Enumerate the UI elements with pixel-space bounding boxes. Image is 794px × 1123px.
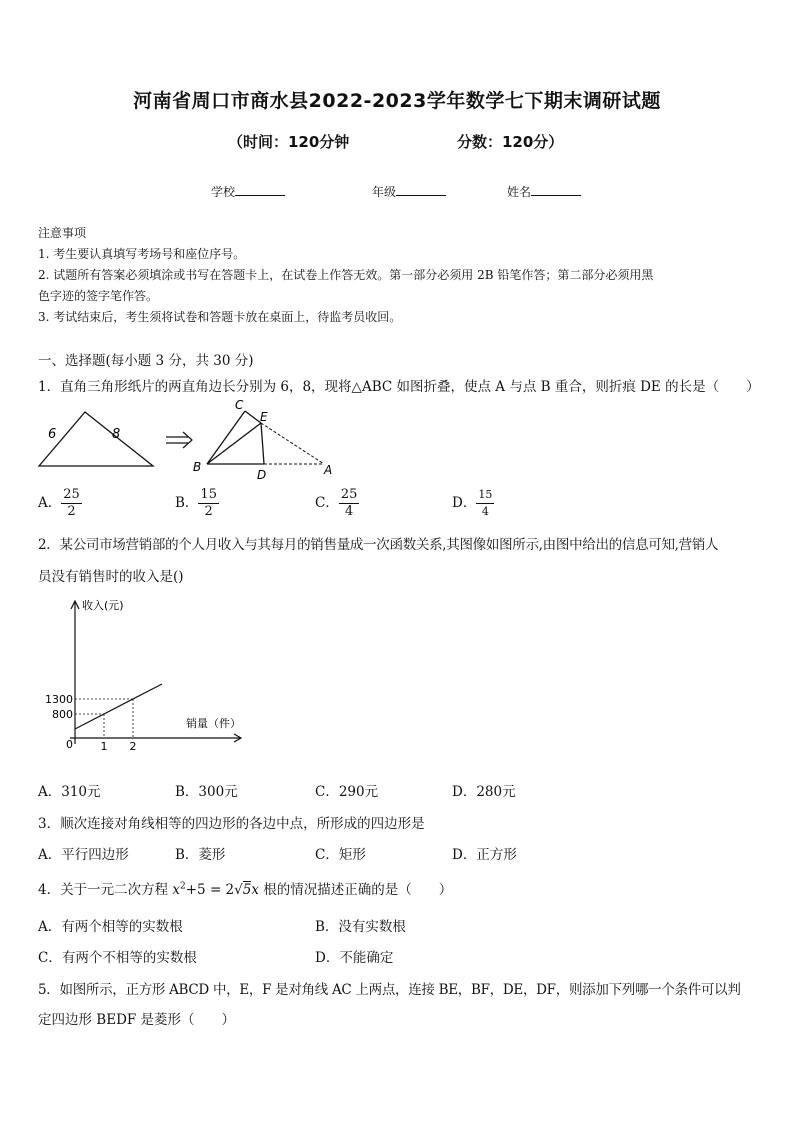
grade-field — [372, 183, 446, 200]
q1-option-b[interactable] — [175, 487, 219, 520]
q2-option-c[interactable]: C．290元 — [315, 784, 379, 800]
question-2-text: 2．某公司市场营销部的个人月收入与其每月的销售量成一次函数关系,其图像如图所示,由图中给出的信息可知,营销人 — [38, 537, 719, 553]
side-label-8: 8 — [112, 427, 121, 442]
notice-item: 1. 考生要认真填写考场号和座位序号。 — [38, 247, 246, 261]
q3-option-a[interactable]: A．平行四边形 — [38, 847, 129, 863]
school-field — [211, 183, 285, 200]
section-heading: 一、选择题(每小题 3 分，共 30 分) — [38, 353, 254, 369]
notice-item: 2. 试题所有答案必须填涂或书写在答题卡上，在试卷上作答无效。第一部分必须用 2B 铅笔作答；第二部分必须用黑 — [38, 268, 654, 282]
q1-option-a[interactable] — [38, 487, 82, 520]
series-line — [75, 684, 162, 729]
x-tick-label: 2 — [129, 740, 137, 752]
q4-option-c[interactable]: C．有两个不相等的实数根 — [38, 950, 197, 966]
option-label: A． — [38, 495, 62, 511]
name-field — [507, 183, 581, 200]
point-e: E — [260, 410, 268, 424]
x-tick-label: 1 — [100, 740, 108, 752]
y-tick-label: 1300 — [45, 693, 73, 706]
page-title: 河南省周口市商水县2022-2023学年数学七下期末调研试题 — [133, 90, 661, 112]
question-5-text: 5．如图所示，正方形 ABCD 中，E，F 是对角线 AC 上两点，连接 BE，BF，DE，DF，则添加下列哪一个条件可以判 — [38, 982, 741, 998]
point-a: A — [324, 463, 333, 477]
x-axis-label: 销量（件） — [186, 717, 241, 730]
name-label: 姓名 — [507, 185, 532, 199]
sqrt-icon: √ — [234, 882, 243, 898]
q1-option-d[interactable] — [452, 487, 494, 520]
q4-prefix: 4．关于一元二次方程 — [38, 882, 169, 898]
q2-option-a[interactable]: A．310元 — [38, 784, 101, 800]
fold-edge-be — [207, 423, 261, 464]
exam-score: 分数：120分） — [457, 133, 564, 151]
origin-label: 0 — [66, 738, 73, 751]
q3-option-d[interactable]: D．正方形 — [452, 847, 517, 863]
q4-option-b[interactable]: B．没有实数根 — [315, 919, 406, 935]
q1-option-c[interactable] — [315, 487, 359, 520]
q3-option-c[interactable]: C．矩形 — [315, 847, 366, 863]
q4-option-a[interactable]: A．有两个相等的实数根 — [38, 919, 183, 935]
option-label: C． — [315, 495, 339, 511]
point-d: D — [257, 468, 267, 482]
option-label: D． — [452, 495, 477, 511]
fraction: $\frac{15}{2}$ — [200, 487, 217, 519]
q4-option-d[interactable]: D．不能确定 — [315, 950, 394, 966]
fraction: $\frac{25}{4}$ — [340, 487, 358, 519]
question-1-text: 1．直角三角形纸片的两直角边长分别为 6，8，现将△ABC 如图折叠，使点 A 与点 B 重合，则折痕 DE 的长是（ ） — [38, 379, 760, 395]
y-axis-label: 收入(元) — [82, 599, 124, 612]
crease-de — [261, 423, 264, 464]
option-label: B． — [175, 495, 199, 511]
q4-suffix: 根的情况描述正确的是（ ） — [263, 882, 453, 898]
q3-option-b[interactable]: B．菱形 — [175, 847, 226, 863]
question-2-text-cont: 员没有销售时的收入是() — [38, 569, 184, 585]
arrow-right-icon — [166, 432, 192, 448]
side-label-6: 6 — [48, 427, 57, 442]
notice-item: 3. 考试结束后，考生须将试卷和答题卡放在桌面上，待监考员收回。 — [38, 310, 402, 324]
dashed-ea — [261, 423, 324, 464]
fold-edge-ce — [245, 411, 261, 423]
q2-option-d[interactable]: D．280元 — [452, 784, 516, 800]
point-c: C — [235, 398, 244, 412]
q2-option-b[interactable]: B．300元 — [175, 784, 238, 800]
question-5-text-cont: 定四边形 BEDF 是菱形（ ） — [38, 1012, 236, 1028]
q4-equation: $x^2+5 = 2√5x$ — [172, 881, 259, 898]
q1-figure — [30, 398, 350, 484]
grade-label: 年级 — [372, 185, 397, 199]
fraction: $\frac{15}{4}$ — [478, 488, 493, 518]
exam-time: （时间：120分钟 — [228, 133, 350, 151]
point-b: B — [193, 460, 202, 474]
fraction: $\frac{25}{2}$ — [63, 487, 80, 519]
grade-blank[interactable] — [396, 183, 446, 196]
school-label: 学校 — [211, 185, 236, 199]
question-4-text — [38, 878, 452, 898]
question-3-text: 3．顺次连接对角线相等的四边形的各边中点，所形成的四边形是 — [38, 816, 425, 832]
notice-heading: 注意事项 — [38, 226, 87, 240]
q2-chart — [40, 592, 250, 752]
name-blank[interactable] — [531, 183, 581, 196]
fold-edge-bc — [207, 411, 245, 464]
y-tick-label: 800 — [52, 708, 73, 721]
school-blank[interactable] — [235, 183, 285, 196]
notice-item: 色字迹的签字笔作答。 — [38, 289, 159, 303]
